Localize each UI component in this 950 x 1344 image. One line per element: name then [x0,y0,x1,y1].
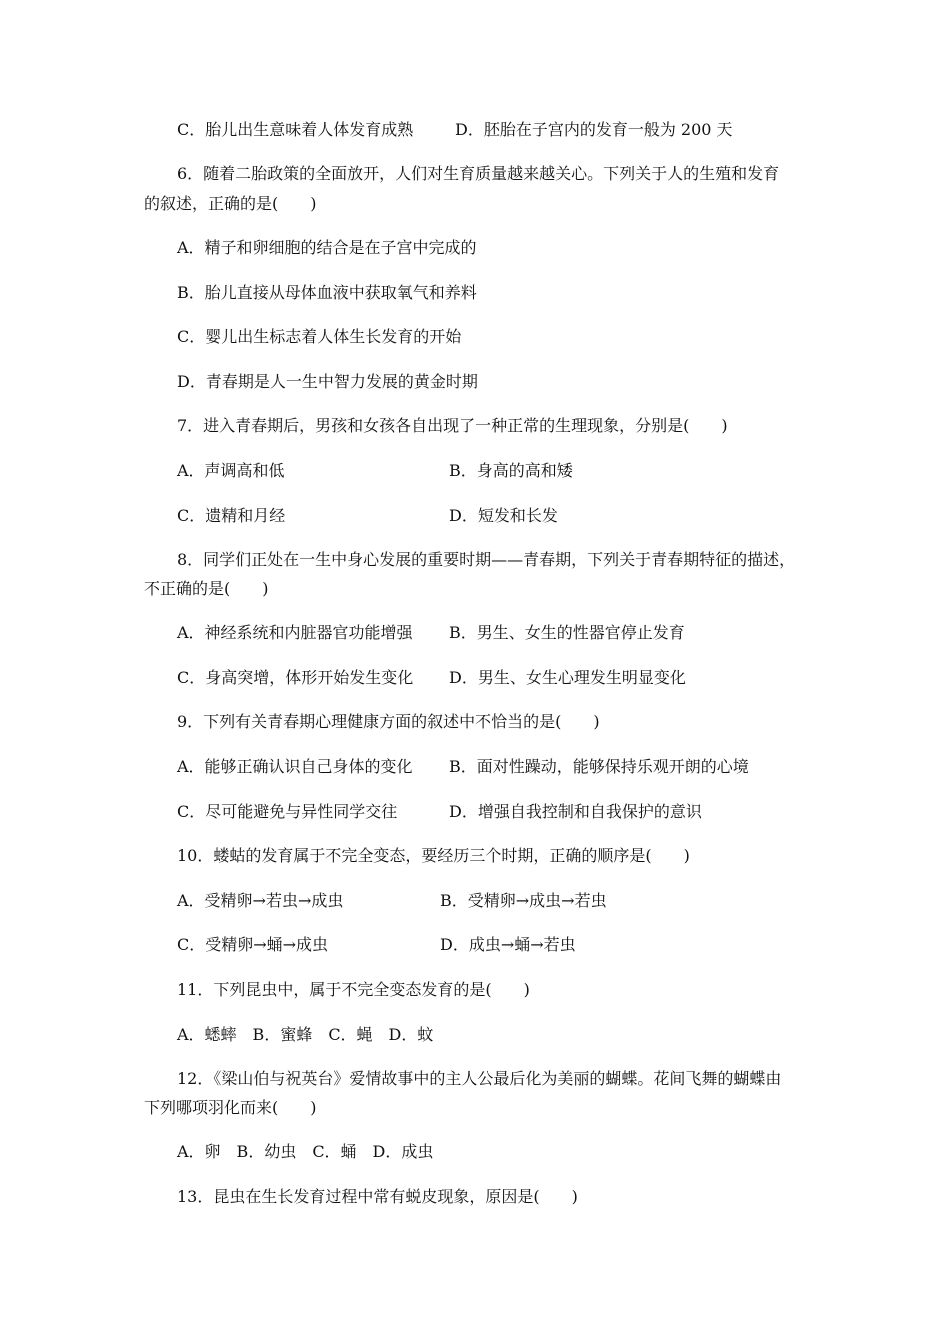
q6-stem-line2: 的叙述，正确的是( ) [144,194,317,213]
q11-stem: 11．下列昆虫中，属于不完全变态发育的是( ) [177,980,530,999]
q6-stem-line1: 6．随着二胎政策的全面放开，人们对生育质量越来越关心。下列关于人的生殖和发育 [177,164,780,183]
q7-stem: 7．进入青春期后，男孩和女孩各自出现了一种正常的生理现象，分别是( ) [177,416,728,435]
q10-option-a: A．受精卵→若虫→成虫 [177,891,344,910]
q12-stem-line2: 下列哪项羽化而来( ) [144,1098,317,1117]
q8-option-a: A．神经系统和内脏器官功能增强 [177,623,413,642]
q11-options: A．蟋蟀 B．蜜蜂 C．蝇 D．蚊 [177,1025,434,1044]
q10-option-b: B．受精卵→成虫→若虫 [440,891,607,910]
q9-option-d: D．增强自我控制和自我保护的意识 [449,802,702,821]
q8-stem-line1: 8．同学们正处在一生中身心发展的重要时期——青春期，下列关于青春期特征的描述， [177,550,796,569]
q6-option-b: B．胎儿直接从母体血液中获取氧气和养料 [177,283,477,302]
q8-option-c: C．身高突增，体形开始发生变化 [177,668,414,687]
q8-option-d: D．男生、女生心理发生明显变化 [449,668,686,687]
q10-option-c: C．受精卵→蛹→成虫 [177,935,329,954]
q12-options: A．卵 B．幼虫 C．蛹 D．成虫 [177,1142,434,1161]
q7-option-c: C．遗精和月经 [177,506,286,525]
q8-stem-line2: 不正确的是( ) [144,579,269,598]
q9-option-b: B．面对性躁动，能够保持乐观开朗的心境 [449,757,749,776]
q8-option-b: B．男生、女生的性器官停止发育 [449,623,685,642]
q5-option-d: D．胚胎在子宫内的发育一般为 200 天 [455,120,733,139]
q7-option-d: D．短发和长发 [449,506,558,525]
q6-option-d: D．青春期是人一生中智力发展的黄金时期 [177,372,478,391]
q6-option-c: C．婴儿出生标志着人体生长发育的开始 [177,327,462,346]
q9-stem: 9．下列有关青春期心理健康方面的叙述中不恰当的是( ) [177,712,600,731]
q5-option-c: C．胎儿出生意味着人体发育成熟 [177,120,414,139]
q6-option-a: A．精子和卵细胞的结合是在子宫中完成的 [177,238,477,257]
q10-option-d: D．成虫→蛹→若虫 [440,935,576,954]
q13-stem: 13．昆虫在生长发育过程中常有蜕皮现象，原因是( ) [177,1187,578,1206]
q10-stem: 10．蝼蛄的发育属于不完全变态，要经历三个时期，正确的顺序是( ) [177,846,690,865]
q7-option-b: B．身高的高和矮 [449,461,573,480]
q7-option-a: A．声调高和低 [177,461,285,480]
q9-option-a: A．能够正确认识自己身体的变化 [177,757,413,776]
q12-stem-line1: 12．《梁山伯与祝英台》爱情故事中的主人公最后化为美丽的蝴蝶。花间飞舞的蝴蝶由 [177,1069,782,1088]
q9-option-c: C．尽可能避免与异性同学交往 [177,802,398,821]
